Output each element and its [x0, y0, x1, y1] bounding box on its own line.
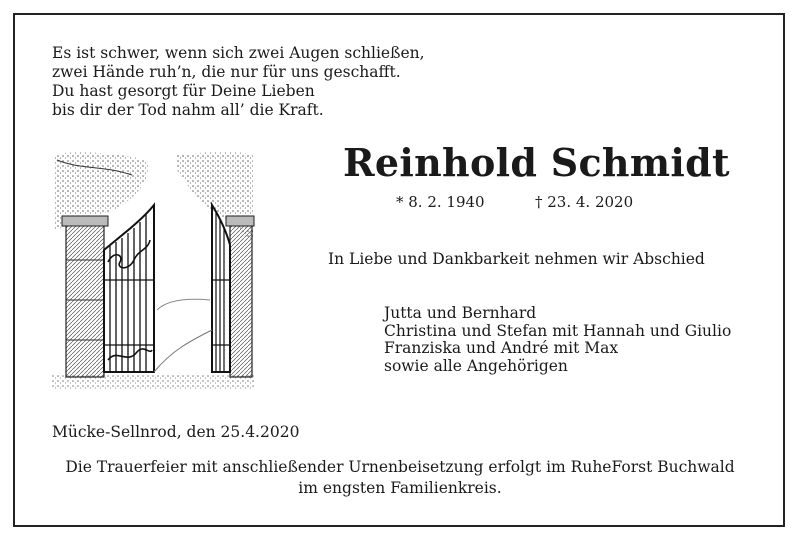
- family-line: sowie alle Angehörigen: [384, 356, 568, 375]
- poem-line: bis dir der Tod nahm all’ die Kraft.: [52, 101, 324, 119]
- family-line: Christina und Stefan mit Hannah und Giulio: [384, 321, 732, 340]
- service-line: im engsten Familienkreis.: [298, 479, 502, 497]
- farewell-text: In Liebe und Dankbarkeit nehmen wir Abschied: [328, 250, 705, 268]
- family-list: [384, 305, 731, 375]
- poem-line: Du hast gesorgt für Deine Lieben: [52, 82, 315, 100]
- family-line: Franziska und André mit Max: [384, 339, 619, 357]
- family-line: Jutta und Bernhard: [384, 304, 537, 322]
- funeral-service-notice: [20, 457, 780, 499]
- birth-date: * 8. 2. 1940: [396, 193, 485, 211]
- deceased-name: Reinhold Schmidt: [343, 140, 730, 185]
- death-date: † 23. 4. 2020: [535, 193, 634, 211]
- poem: [52, 44, 425, 120]
- garden-gate-illustration: [52, 150, 255, 390]
- place-date: Mücke-Sellnrod, den 25.4.2020: [52, 423, 300, 441]
- poem-line: zwei Hände ruh’n, die nur für uns geschafft.: [52, 63, 401, 81]
- poem-line: Es ist schwer, wenn sich zwei Augen schließen,: [52, 44, 425, 62]
- service-line: Die Trauerfeier mit anschließender Urnenbeisetzung erfolgt im RuheForst Buchwald: [65, 458, 735, 476]
